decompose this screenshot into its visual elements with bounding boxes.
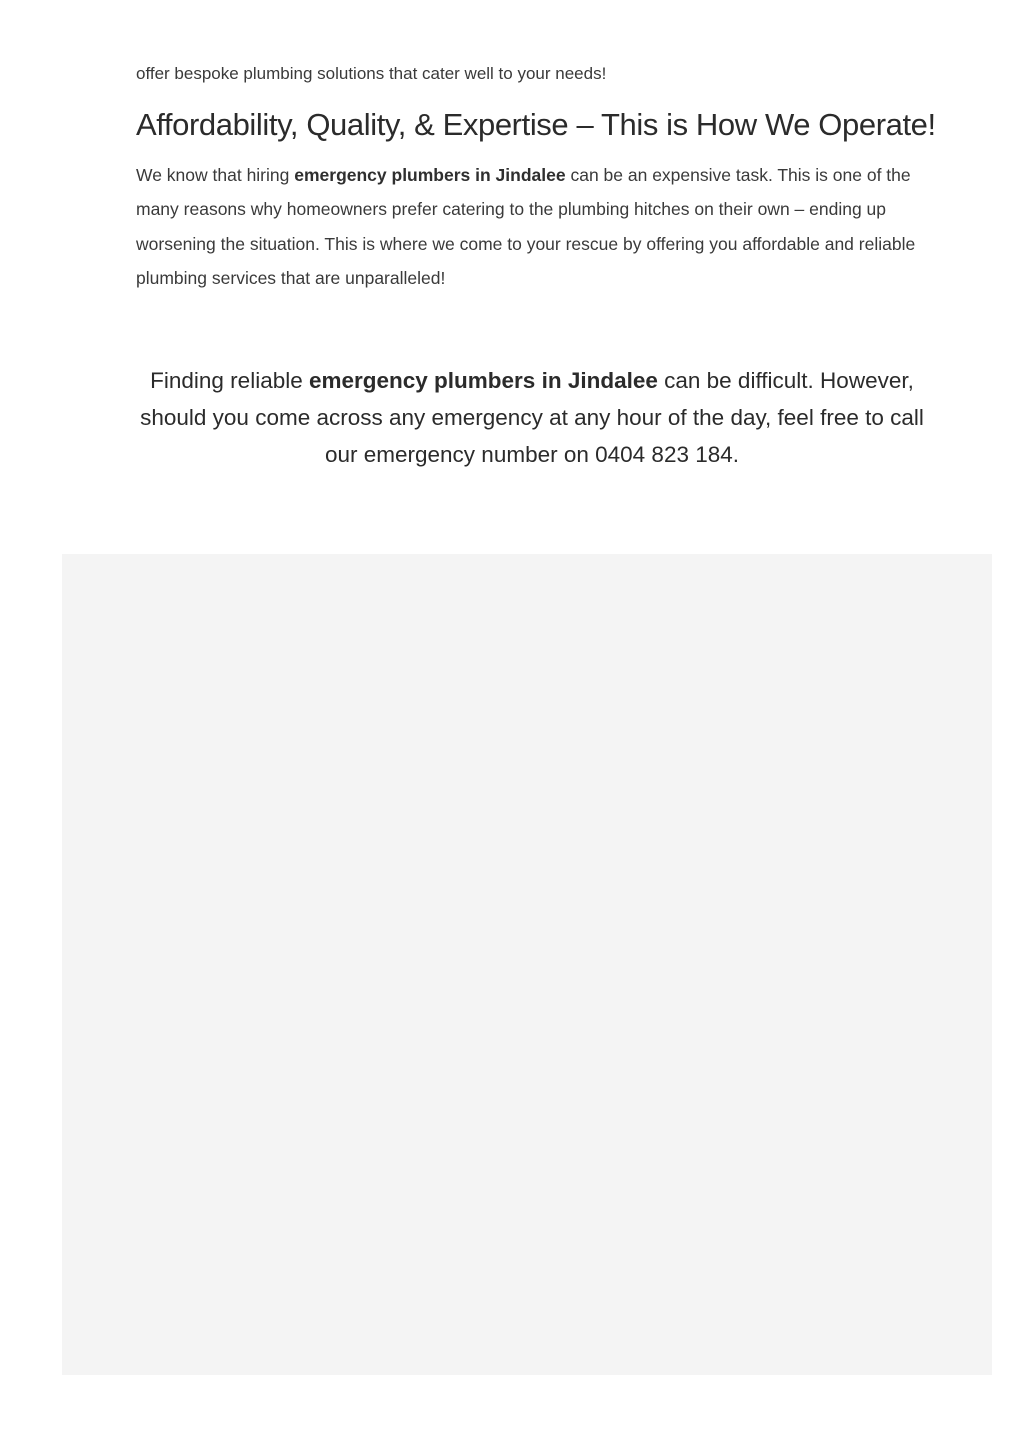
callout-highlight: emergency plumbers in Jindalee — [308, 368, 658, 393]
intro-paragraph-text-end: can be an expensive task. This is one of the many reasons why homeowners prefer catering to the plumbing hitches on their own – ending up worsening the situation. This is where we come to your rescue by offering you affordable and reliable plumbing services that are unparalleled! — [136, 165, 916, 288]
callout-text-end: can be difficult. However, should you come across any emergency at any hour of the day, feel free to call our emergency number on 0404 823 184. — [140, 368, 924, 467]
media-placeholder — [62, 554, 992, 1375]
intro-paragraph-text-start: We know that hiring — [136, 165, 295, 185]
intro-paragraph — [136, 158, 936, 295]
section-heading: Affordability, Quality, & Expertise – This is How We Operate! — [136, 107, 936, 142]
emergency-callout — [136, 362, 928, 473]
intro-paragraph-highlight: emergency plumbers in Jindalee — [294, 165, 566, 185]
callout-text-start: Finding reliable — [150, 368, 309, 393]
lead-line: offer bespoke plumbing solutions that cater well to your needs! — [136, 64, 607, 83]
